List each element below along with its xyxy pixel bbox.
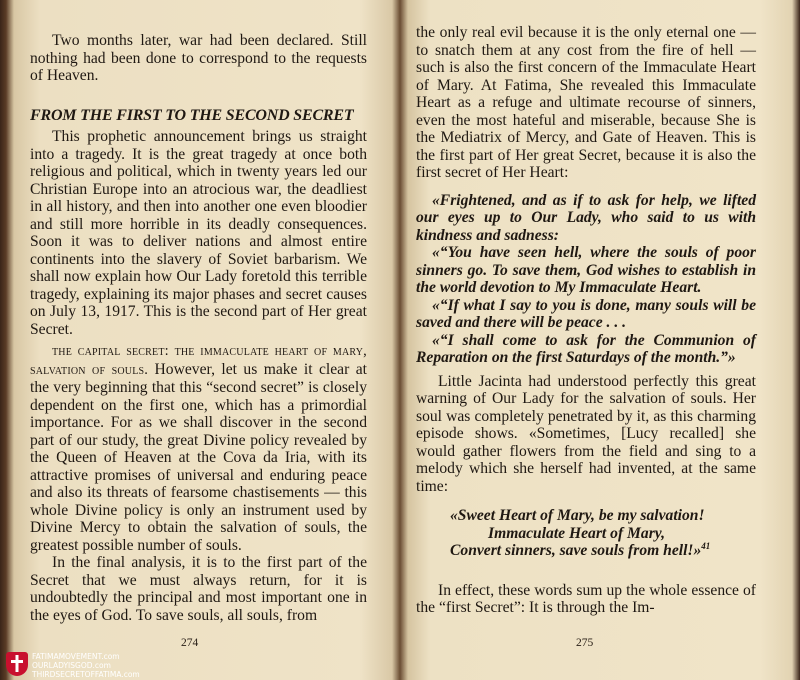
poem [416,507,756,560]
paragraph-body: However, let us make it clear at the very beginning that this “second secret” is closely dependent on the first one, which has a primordial importance. For as we shall discover in the second part of our study, the great Divine policy revealed by the Queen of Heaven at the Cova da Iria, with its attractive promises of universal and enduring peace and also its threats of fearsome chastisements — this whole Divine policy is only an instrument used by Divine Mercy to obtain the salvation of souls, the greatest possible number of souls. [30,360,367,554]
paragraph: In effect, these words sum up the whole essence of the “first Secret”: It is through the Im- [416,581,756,616]
left-page [30,0,367,624]
poem-line: Immaculate Heart of Mary, [488,524,666,542]
quote: «“If what I say to you is done, many souls will be saved and there will be peace . . . [416,296,756,331]
right-page [416,0,756,617]
paragraph: In the final analysis, it is to the first part of the Secret that we must always return, for it is undoubtedly the principal and most important one in the eyes of God. To save souls, all souls, from [30,554,367,624]
page-number-right: 275 [576,637,594,649]
watermark-line: FATIMAMOVEMENT.com [32,652,120,661]
watermark [2,650,172,680]
paragraph: This prophetic announcement brings us straight into a tragedy. It is the great tragedy at once both religious and political, which in twenty years led our Christian Europe into an atrocious war, the deadliest in all history, and then into another one even bloodier and still more horrible in its deadly consequences. Soon it was to deliver nations and almost entire continents into the slavery of Soviet barbarism. We shall now explain how Our Lady foretold this terrible tragedy, explaining its major phases and secret causes on July 13, 1917. This is the second part of Her great Secret. [30,128,367,338]
opening-paragraph: Two months later, war had been declared. Still nothing had been done to correspond to the requests of Heaven. [30,32,367,84]
poem-line [416,542,756,560]
paragraph-lead: the capital secret: the immaculate heart of mary, salvation of souls. [30,343,367,378]
quote: «Frightened, and as if to ask for help, we lifted our eyes up to Our Lady, who said to us with kindness and sadness: [416,191,756,244]
page-number-left: 274 [181,637,199,649]
paragraph: Little Jacinta had understood perfectly this great warning of Our Lady for the salvation of souls. Her soul was completely penetrated by it, as this charming episode shows. «Sometimes, [Lucy recalled] she would gather flowers from the field and sing to a melody which she herself had invented, at the same time: [416,372,756,495]
watermark-text [32,652,140,679]
section-heading: FROM THE FIRST TO THE SECOND SECRET [30,106,354,124]
footnote-reference: 41 [701,540,711,551]
quote: «“I shall come to ask for the Communion of Reparation on the first Saturdays of the month.”» [416,331,756,366]
paragraph-capital-secret [30,342,367,554]
quote: «“You have seen hell, where the souls of poor sinners go. To save them, God wishes to establish in the world devotion to My Immaculate Heart. [416,244,756,296]
watermark-line: THIRDSECRETOFFATIMA.com [32,670,140,679]
paragraph: the only real evil because it is the only eternal one — to snatch them at any cost from the fire of hell — such is also the first concern of the Immaculate Heart of Mary. At Fatima, She revealed this Immaculate Heart as a refuge and ultimate recourse of sinners, even the most hateful and miserable, because She is the Mediatrix of Mercy, and Gate of Heaven. This is the first part of Her great Secret, because it is also the first secret of Her Heart: [416,24,756,181]
watermark-line: OURLADYISGOD.com [32,661,111,670]
poem-line: «Sweet Heart of Mary, be my salvation! [450,507,705,524]
poem-line-text: Convert sinners, save souls from hell!» [450,542,702,559]
shield-icon [6,652,28,676]
